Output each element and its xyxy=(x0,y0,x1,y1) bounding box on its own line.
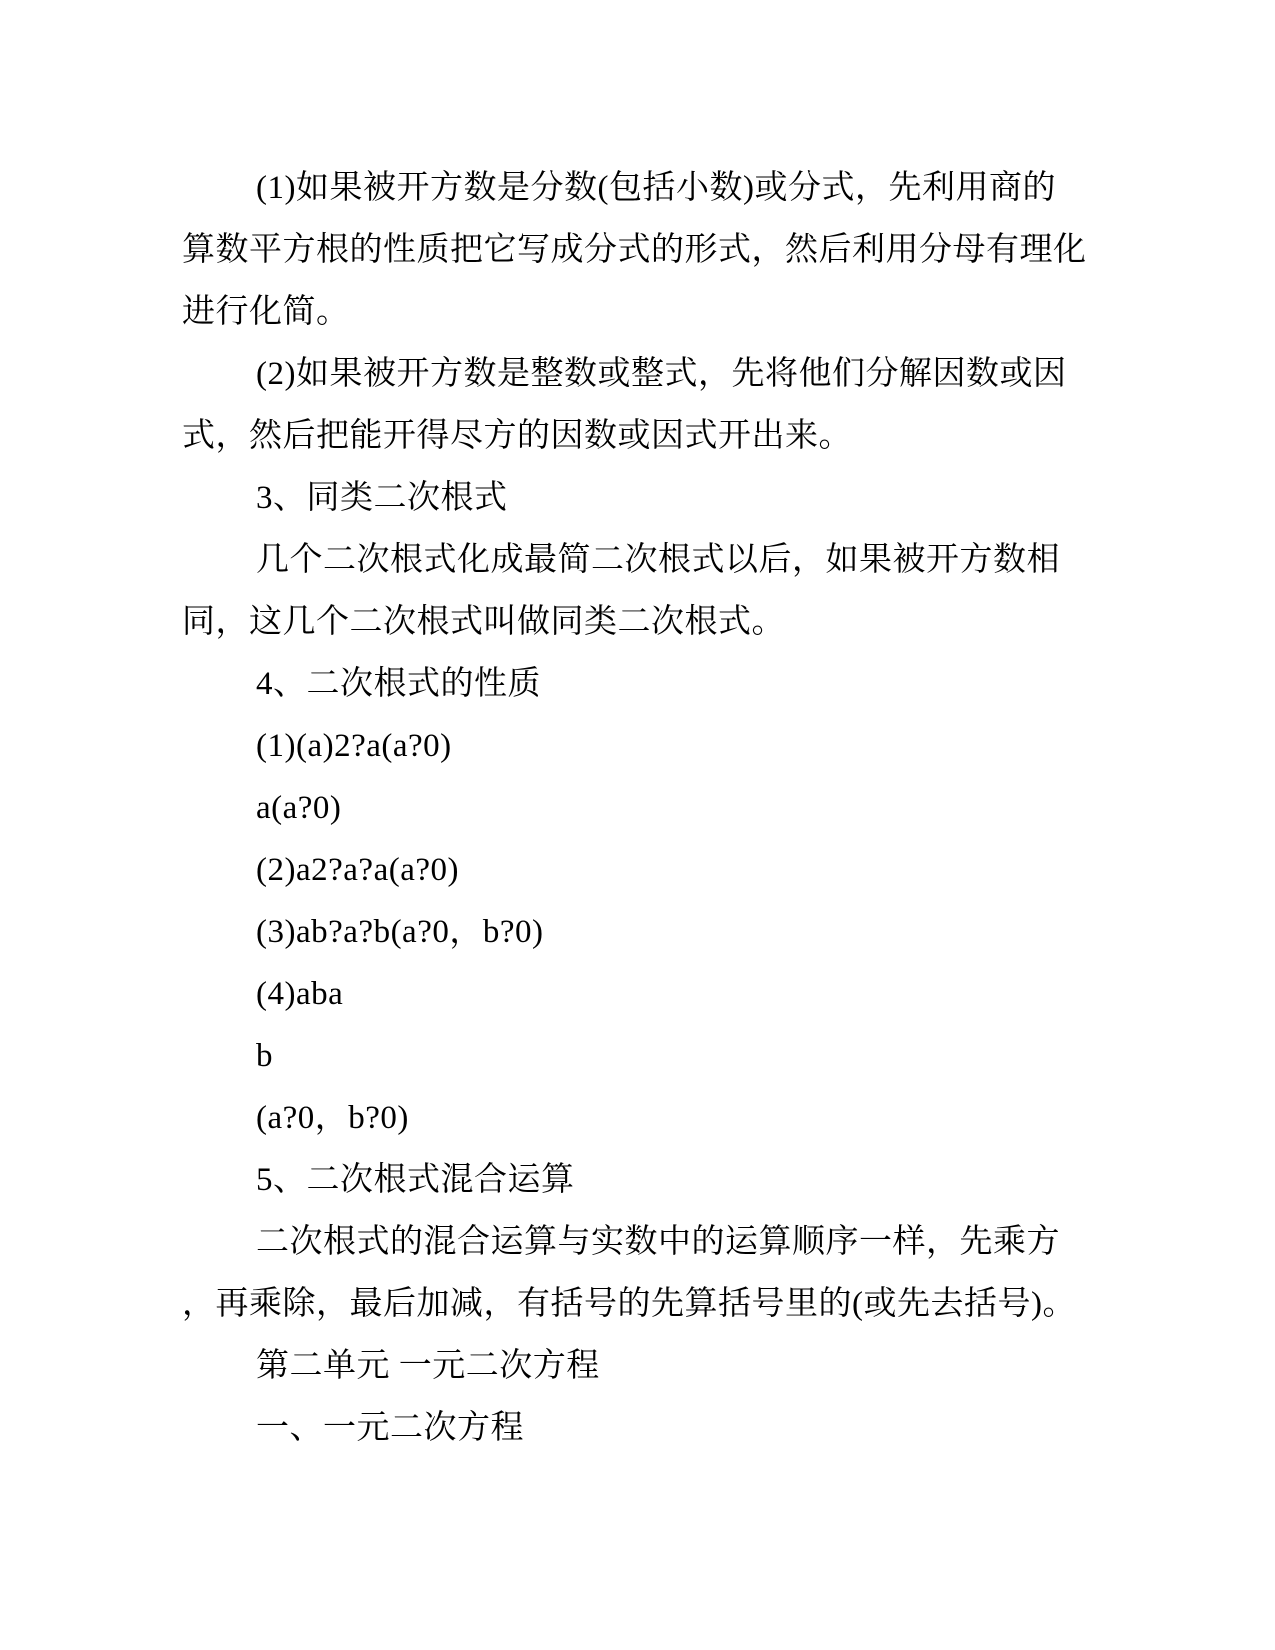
text-line: 进行化简。 xyxy=(182,294,350,330)
text-line: (2)如果被开方数是整数或整式，先将他们分解因数或因 xyxy=(256,356,1067,392)
formula-line: (4)aba xyxy=(256,976,344,1012)
text-line-heading: 一、一元二次方程 xyxy=(256,1410,524,1446)
text-line: 算数平方根的性质把它写成分式的形式，然后利用分母有理化 xyxy=(182,232,1087,268)
text-line-heading: 4、二次根式的性质 xyxy=(256,666,541,702)
text-line: ，再乘除，最后加减，有括号的先算括号里的(或先去括号)。 xyxy=(182,1286,1076,1322)
formula-line: (a?0，b?0) xyxy=(256,1100,409,1136)
formula-line: (1)(a)2?a(a?0) xyxy=(256,728,452,764)
text-line: 同，这几个二次根式叫做同类二次根式。 xyxy=(182,604,785,640)
text-line-heading: 3、同类二次根式 xyxy=(256,480,508,516)
text-line-heading: 5、二次根式混合运算 xyxy=(256,1162,575,1198)
formula-line: (3)ab?a?b(a?0，b?0) xyxy=(256,914,544,950)
formula-line: a(a?0) xyxy=(256,790,342,826)
text-line: 二次根式的混合运算与实数中的运算顺序一样，先乘方 xyxy=(256,1224,1060,1260)
text-line: 几个二次根式化成最简二次根式以后，如果被开方数相 xyxy=(256,542,1060,578)
formula-line: b xyxy=(256,1038,273,1074)
text-line-heading: 第二单元 一元二次方程 xyxy=(256,1348,600,1384)
text-line: (1)如果被开方数是分数(包括小数)或分式，先利用商的 xyxy=(256,170,1056,206)
formula-line: (2)a2?a?a(a?0) xyxy=(256,852,459,888)
text-line: 式，然后把能开得尽方的因数或因式开出来。 xyxy=(182,418,852,454)
